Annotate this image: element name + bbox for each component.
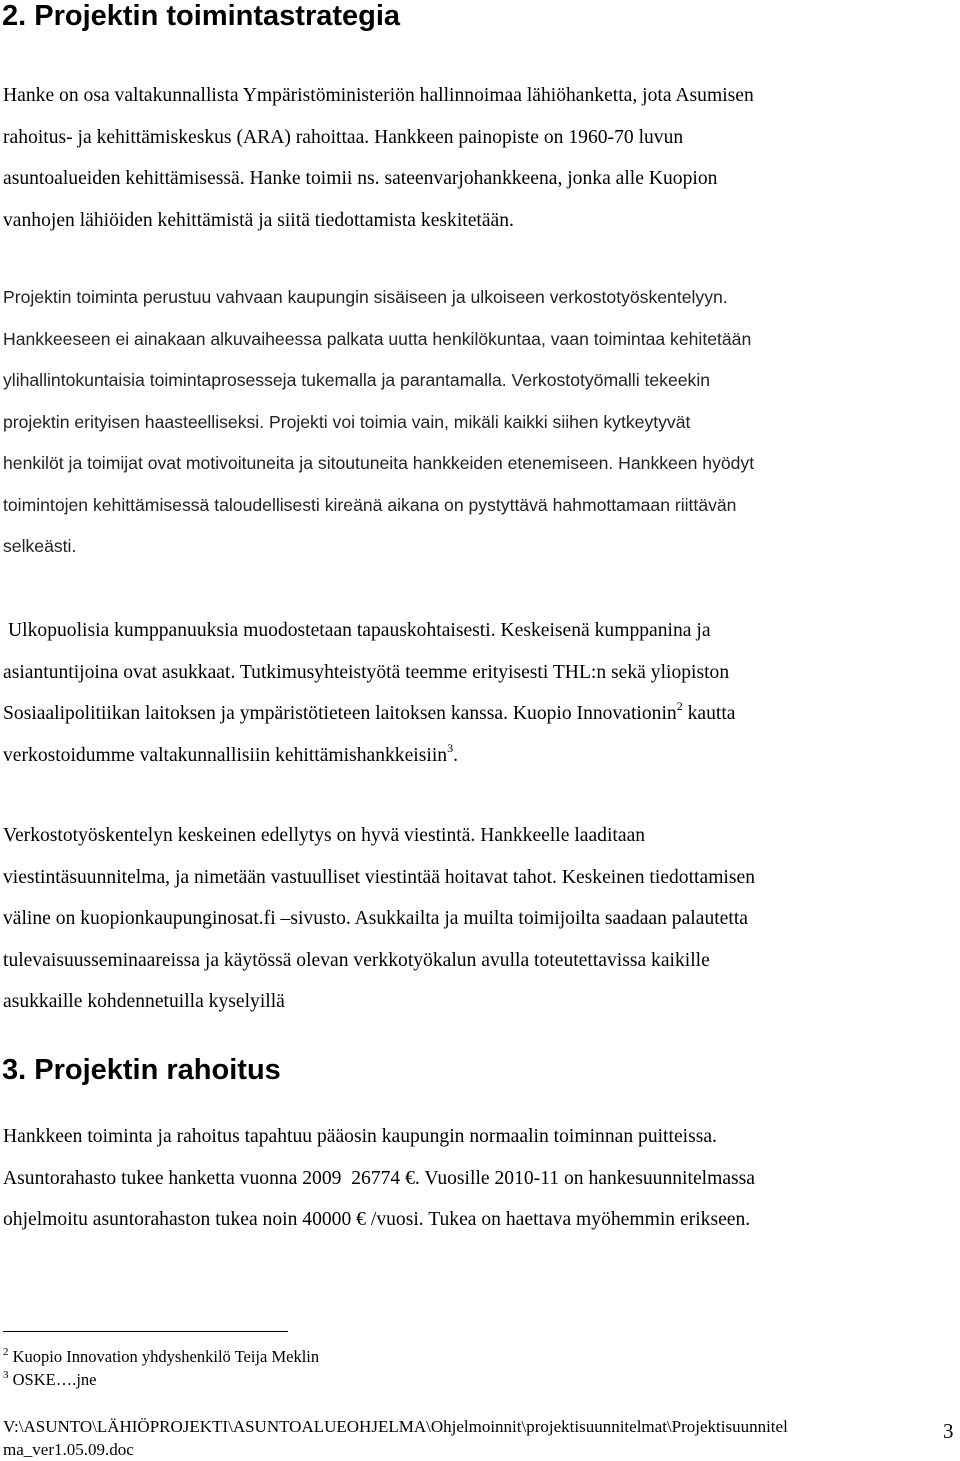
page-number: 3 [943,1419,954,1443]
text-line: toimintojen kehittämisessä taloudellisesti kireänä aikana on pystyttävä hahmottamaan riittävän [3,494,737,515]
text-line: henkilöt ja toimijat ovat motivoituneita ja sitoutuneita hankkeiden etenemiseen. Hankkeen hyödyt [3,453,755,473]
footer-path-line: ma_ver1.05.09.doc [3,1440,134,1459]
footnotes [3,1345,319,1391]
text-line [3,693,943,735]
section-2-paragraph-1 [3,75,943,241]
text-line: vanhojen lähiöiden kehittämistä ja siitä tiedottamista keskitetään. [3,209,514,231]
text-line: rahoitus- ja kehittämiskeskus (ARA) rahoittaa. Hankkeen painopiste on 1960-70 luvun [3,126,684,148]
text-line: Hanke on osa valtakunnallista Ympäristöministeriön hallinnoimaa lähiöhanketta, jota Asumisen [3,85,754,106]
footer-file-path [3,1415,928,1461]
text-line: Verkostotyöskentelyn keskeinen edellytys on hyvä viestintä. Hankkeelle laaditaan [3,825,646,846]
section-3-heading: 3. Projektin rahoitus [2,1054,281,1086]
footnote-ref: 3 [447,740,454,755]
text-line: Hankkeen toiminta ja rahoitus tapahtuu pääosin kaupungin normaalin toiminnan puitteissa. [3,1126,717,1147]
footnote-text: Kuopio Innovation yhdyshenkilö Teija Meklin [8,1347,320,1366]
section-3-paragraph-1 [3,1116,943,1241]
text-line: tulevaisuusseminaareissa ja käytössä olevan verkkotyökalun avulla toteutettavissa kaikille [3,949,710,971]
text-line: väline on kuopionkaupunginosat.fi –sivusto. Asukkailta ja muilta toimijoilta saadaan palautetta [3,908,748,929]
footnote-ref: 2 [676,699,683,714]
text-line: Projektin toiminta perustuu vahvaan kaupungin sisäiseen ja ulkoiseen verkostotyöskentelyyn. [3,287,728,307]
text-line: ylihallintokuntaisia toimintaprosesseja tukemalla ja parantamalla. Verkostotyömalli tekeekin [3,370,711,390]
text-line: projektin erityisen haasteelliseksi. Projekti voi toimia vain, mikäli kaikki siihen kytkeytyvät [3,411,691,432]
footnote-text: OSKE….jne [8,1370,97,1389]
text-segment: verkostoidumme valtakunnallisiin kehittämishankkeisiin [3,744,448,766]
footnote-separator [3,1331,288,1332]
section-2-heading: 2. Projektin toimintastrategia [2,0,401,32]
footnote [3,1345,319,1368]
section-2-paragraph-3 [3,610,943,776]
text-line: Ulkopuolisia kumppanuuksia muodostetaan tapauskohtaisesti. Keskeisenä kumppanina ja [8,620,711,641]
footnote [3,1368,319,1391]
text-segment: Sosiaalipolitiikan laitoksen ja ympäristötieteen laitoksen kanssa. Kuopio Innovationin [3,703,677,724]
text-line: viestintäsuunnitelma, ja nimetään vastuulliset viestintää hoitavat tahot. Keskeinen tiedottamisen [3,866,755,888]
footer-path-line: V:\ASUNTO\LÄHIÖPROJEKTI\ASUNTOALUEOHJELMA\Ohjelmoinnit\projektisuunnitelmat\Projektisuunnitel [3,1417,788,1436]
footnote-number: 3 [3,1368,9,1381]
text-line: Hankkeeseen ei ainakaan alkuvaiheessa palkata uutta henkilökuntaa, vaan toimintaa kehitetään [3,328,752,349]
footnote-number: 2 [3,1345,9,1358]
text-segment: kautta [682,703,736,724]
text-line: Asuntorahasto tukee hanketta vuonna 2009 26774 €. Vuosille 2010-11 on hankesuunnitelmassa [3,1167,755,1189]
text-line: asukkaille kohdennetuilla kyselyillä [3,991,285,1012]
section-2-paragraph-4 [3,815,943,1023]
text-line: asiantuntijoina ovat asukkaat. Tutkimusyhteistyötä teemme erityisesti THL:n sekä yliopiston [3,661,730,683]
text-line: selkeästi. [3,536,77,556]
section-2-paragraph-2 [3,277,943,568]
text-line: asuntoalueiden kehittämisessä. Hanke toimii ns. sateenvarjohankkeena, jonka alle Kuopion [3,168,718,189]
text-line [3,735,943,777]
text-line: ohjelmoitu asuntorahaston tukea noin 40000 € /vuosi. Tukea on haettava myöhemmin erikseen. [3,1209,751,1230]
text-segment: . [453,744,458,766]
